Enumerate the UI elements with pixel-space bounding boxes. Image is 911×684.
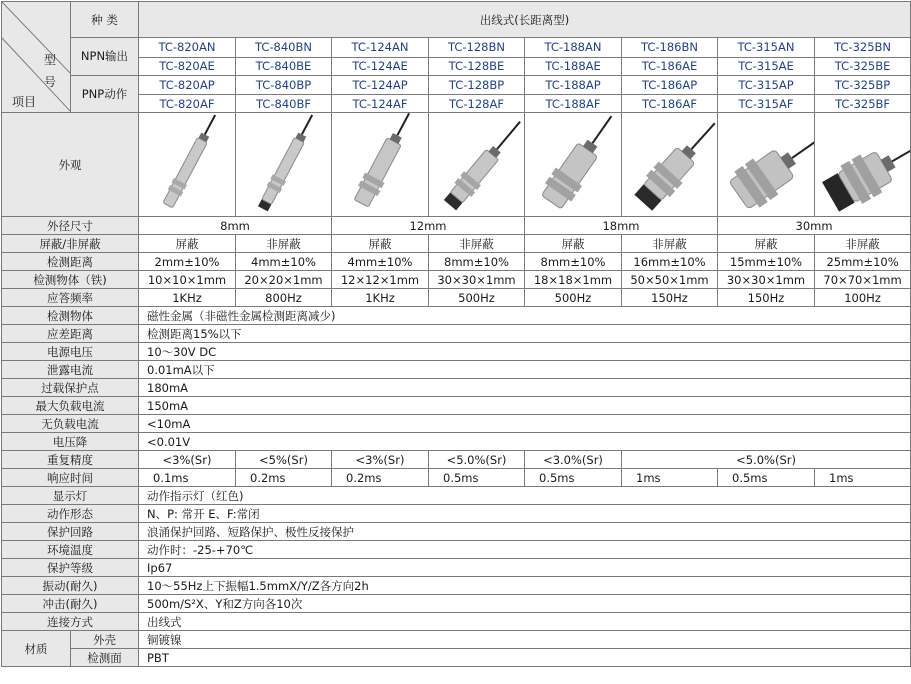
sensor-photo-12mm-unshielded: [429, 113, 525, 217]
model-cell: TC-315AN: [718, 38, 815, 58]
model-cell: TC-186AF: [622, 95, 718, 113]
model-cell: TC-186AP: [622, 75, 718, 95]
ip-value: Ip67: [139, 559, 911, 577]
outer-size-value: 18mm: [525, 217, 718, 235]
temperature-value: 动作时：-25-+70℃: [139, 541, 911, 559]
protection-value: 浪涌保护回路、短路保护、极性反接保护: [139, 523, 911, 541]
shield-value: 屏蔽: [525, 235, 622, 253]
model-cell: TC-840BP: [236, 75, 332, 95]
response-value: 0.2ms: [332, 469, 429, 487]
vibration-value: 10～55Hz上下振幅1.5mmX/Y/Z各方向2h: [139, 577, 911, 595]
object-label: 检测物体: [2, 307, 139, 325]
shock-value: 500m/S²X、Y和Z方向各10次: [139, 595, 911, 613]
model-cell: TC-124AF: [332, 95, 429, 113]
outer-size-value: 30mm: [718, 217, 911, 235]
connection-label: 连接方式: [2, 613, 139, 631]
model-cell: TC-820AE: [139, 57, 236, 75]
repeat-value: <3%(Sr): [139, 451, 236, 469]
voltage-value: 10～30V DC: [139, 343, 911, 361]
model-cell: TC-188AN: [525, 38, 622, 58]
hysteresis-value: 检测距离15%以下: [139, 325, 911, 343]
category-title: 出线式(长距离型): [139, 2, 911, 38]
model-cell: TC-315AF: [718, 95, 815, 113]
indicator-label: 显示灯: [2, 487, 139, 505]
header-corner: [2, 2, 71, 113]
shield-value: 屏蔽: [718, 235, 815, 253]
target-value: 30×30×1mm: [429, 271, 525, 289]
model-cell: TC-188AE: [525, 57, 622, 75]
material-label: 材质: [2, 631, 71, 667]
frequency-value: 800Hz: [236, 289, 332, 307]
leakage-label: 泄露电流: [2, 361, 139, 379]
shield-value: 非屏蔽: [429, 235, 525, 253]
repeat-label: 重复精度: [2, 451, 139, 469]
model-cell: TC-325BN: [815, 38, 911, 58]
shield-value: 非屏蔽: [815, 235, 911, 253]
model-cell: TC-188AF: [525, 95, 622, 113]
model-cell: TC-128AF: [429, 95, 525, 113]
distance-value: 4mm±10%: [236, 253, 332, 271]
shield-value: 屏蔽: [139, 235, 236, 253]
frequency-value: 1KHz: [139, 289, 236, 307]
distance-value: 15mm±10%: [718, 253, 815, 271]
repeat-value: <3.0%(Sr): [525, 451, 622, 469]
response-label: 响应时间: [2, 469, 139, 487]
model-cell: TC-315AE: [718, 57, 815, 75]
response-value: 0.1ms: [139, 469, 236, 487]
sensor-photo-18mm-shielded: [525, 113, 622, 217]
voltage-drop-value: <0.01V: [139, 433, 911, 451]
hysteresis-label: 应差距离: [2, 325, 139, 343]
response-value: 0.2ms: [236, 469, 332, 487]
distance-label: 检测距离: [2, 253, 139, 271]
target-value: 20×20×1mm: [236, 271, 332, 289]
response-value: 0.5ms: [429, 469, 525, 487]
indicator-value: 动作指示灯（红色): [139, 487, 911, 505]
model-cell: TC-840BN: [236, 38, 332, 58]
response-value: 1ms: [815, 469, 911, 487]
outer-size-value: 8mm: [139, 217, 332, 235]
spec-table: [1, 1, 911, 667]
target-value: 50×50×1mm: [622, 271, 718, 289]
model-cell: TC-840BF: [236, 95, 332, 113]
outer-size-label: 外径尺寸: [2, 217, 139, 235]
target-value: 10×10×1mm: [139, 271, 236, 289]
sensor-photo-12mm-shielded: [332, 113, 429, 217]
sensor-photo-18mm-unshielded: [622, 113, 718, 217]
overload-value: 180mA: [139, 379, 911, 397]
leakage-value: 0.01mA以下: [139, 361, 911, 379]
sensor-photo-8mm-shielded: [139, 113, 236, 217]
action-value: N、P: 常开 E、F:常闭: [139, 505, 911, 523]
repeat-value: <3%(Sr): [332, 451, 429, 469]
model-cell: TC-128BE: [429, 57, 525, 75]
no-load-label: 无负载电流: [2, 415, 139, 433]
model-cell: TC-820AF: [139, 95, 236, 113]
voltage-drop-label: 电压降: [2, 433, 139, 451]
npn-label: NPN输出: [71, 38, 139, 76]
item-label: 项目: [12, 95, 37, 109]
model-cell: TC-186AE: [622, 57, 718, 75]
vibration-label: 振动(耐久): [2, 577, 139, 595]
max-load-value: 150mA: [139, 397, 911, 415]
frequency-label: 应答频率: [2, 289, 139, 307]
model-cell: TC-186BN: [622, 38, 718, 58]
voltage-label: 电源电压: [2, 343, 139, 361]
kind-label: 种 类: [71, 2, 139, 38]
model-cell: TC-325BP: [815, 75, 911, 95]
frequency-value: 150Hz: [718, 289, 815, 307]
model-cell: TC-124AE: [332, 57, 429, 75]
target-value: 18×18×1mm: [525, 271, 622, 289]
frequency-value: 1KHz: [332, 289, 429, 307]
action-label: 动作形态: [2, 505, 139, 523]
sensor-photo-30mm-shielded: [718, 113, 815, 217]
repeat-value: <5%(Sr): [236, 451, 332, 469]
type-label-1: 型: [44, 53, 57, 67]
frequency-value: 100Hz: [815, 289, 911, 307]
object-value: 磁性金属（非磁性金属检测距离减少): [139, 307, 911, 325]
repeat-value: <5.0%(Sr): [622, 451, 911, 469]
temperature-label: 环境温度: [2, 541, 139, 559]
shell-label: 外壳: [71, 631, 139, 649]
target-value: 30×30×1mm: [718, 271, 815, 289]
shield-label: 屏蔽/非屏蔽: [2, 235, 139, 253]
max-load-label: 最大负载电流: [2, 397, 139, 415]
model-cell: TC-128BP: [429, 75, 525, 95]
response-value: 1ms: [622, 469, 718, 487]
sensor-photo-30mm-unshielded: [815, 113, 911, 217]
model-cell: TC-124AN: [332, 38, 429, 58]
outer-size-value: 12mm: [332, 217, 525, 235]
model-cell: TC-325BF: [815, 95, 911, 113]
frequency-value: 500Hz: [525, 289, 622, 307]
distance-value: 4mm±10%: [332, 253, 429, 271]
target-label: 检测物体（铁): [2, 271, 139, 289]
model-cell: TC-124AP: [332, 75, 429, 95]
frequency-value: 150Hz: [622, 289, 718, 307]
model-cell: TC-128BN: [429, 38, 525, 58]
type-label-2: 号: [44, 75, 57, 89]
model-cell: TC-820AN: [139, 38, 236, 58]
target-value: 70×70×1mm: [815, 271, 911, 289]
response-value: 0.5ms: [525, 469, 622, 487]
distance-value: 2mm±10%: [139, 253, 236, 271]
model-cell: TC-315AP: [718, 75, 815, 95]
no-load-value: <10mA: [139, 415, 911, 433]
shield-value: 屏蔽: [332, 235, 429, 253]
shell-value: 铜镀镍: [139, 631, 911, 649]
distance-value: 25mm±10%: [815, 253, 911, 271]
ip-label: 保护等级: [2, 559, 139, 577]
shield-value: 非屏蔽: [622, 235, 718, 253]
appearance-label: 外观: [2, 113, 139, 217]
protection-label: 保护回路: [2, 523, 139, 541]
model-cell: TC-840BE: [236, 57, 332, 75]
distance-value: 16mm±10%: [622, 253, 718, 271]
shock-label: 冲击(耐久): [2, 595, 139, 613]
shield-value: 非屏蔽: [236, 235, 332, 253]
repeat-value: <5.0%(Sr): [429, 451, 525, 469]
model-cell: TC-188AP: [525, 75, 622, 95]
model-cell: TC-325BE: [815, 57, 911, 75]
pnp-label: PNP动作: [71, 75, 139, 113]
face-value: PBT: [139, 649, 911, 667]
model-cell: TC-820AP: [139, 75, 236, 95]
frequency-value: 500Hz: [429, 289, 525, 307]
distance-value: 8mm±10%: [525, 253, 622, 271]
face-label: 检测面: [71, 649, 139, 667]
target-value: 12×12×1mm: [332, 271, 429, 289]
response-value: 0.5ms: [718, 469, 815, 487]
overload-label: 过载保护点: [2, 379, 139, 397]
sensor-photo-8mm-unshielded: [236, 113, 332, 217]
distance-value: 8mm±10%: [429, 253, 525, 271]
connection-value: 出线式: [139, 613, 911, 631]
